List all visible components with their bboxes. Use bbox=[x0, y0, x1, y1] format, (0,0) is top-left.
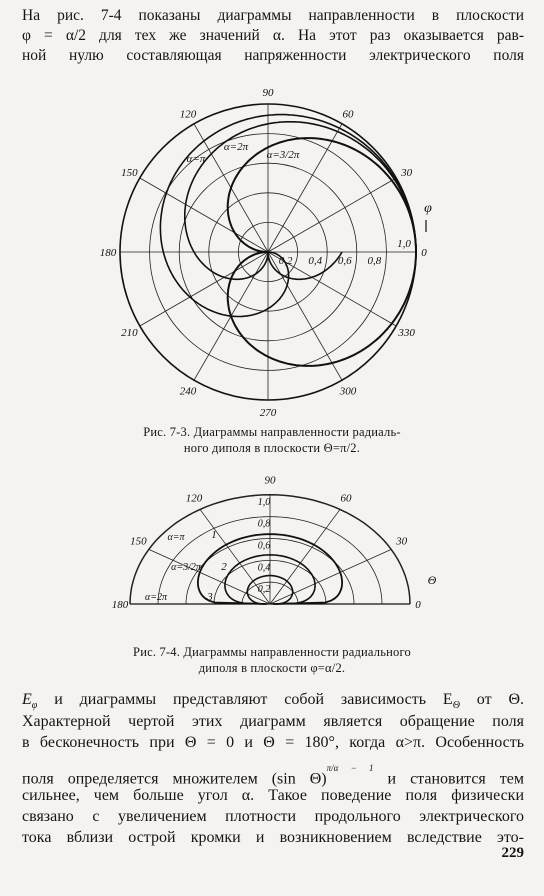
angle-label: 60 bbox=[340, 492, 352, 505]
exponent: π/α − 1 bbox=[326, 763, 374, 773]
angle-label: 0 bbox=[415, 599, 421, 611]
angle-label: 90 bbox=[264, 474, 276, 487]
symbol-e-subscript: φ bbox=[31, 700, 38, 712]
text-line-5: Характерной чертой этих диаграмм является обращение поля bbox=[22, 713, 524, 730]
pattern-curve-alpha-3-2pi bbox=[185, 122, 416, 279]
axis-symbol-theta: Θ bbox=[427, 573, 437, 587]
angle-label: 180 bbox=[111, 599, 129, 611]
figure-7-3-caption-line-1: Рис. 7-3. Диаграммы направленности радиаль- bbox=[143, 425, 401, 439]
radial-label: 0,4 bbox=[308, 255, 323, 267]
angle-label: 150 bbox=[130, 535, 147, 548]
grid-radial-line bbox=[140, 178, 268, 252]
radial-label: 0,6 bbox=[257, 540, 271, 552]
angle-label: 150 bbox=[121, 167, 138, 179]
angle-label: 210 bbox=[121, 327, 138, 339]
radial-label: 0,8 bbox=[367, 255, 382, 267]
text-line-3: ной нулю составляющая напряженности электрического поля bbox=[22, 47, 524, 64]
figure-7-4-caption-line-1: Рис. 7-4. Диаграммы направленности радиального bbox=[133, 645, 411, 659]
symbol-e2-subscript: Θ bbox=[452, 700, 460, 712]
curve-number-1: 1 bbox=[211, 529, 217, 541]
curve-label-alpha-3-2pi: α=3/2π bbox=[171, 562, 201, 573]
figure-7-3-caption-line-2: ного диполя в плоскости Θ=π/2. bbox=[183, 441, 361, 455]
curve-label-alpha-2pi: α=2π bbox=[223, 141, 249, 153]
polar-diagram-7-4 bbox=[0, 476, 544, 636]
angle-label: 90 bbox=[262, 87, 274, 99]
figure-7-4-caption-line-2: диполя в плоскости φ=α/2. bbox=[198, 661, 346, 675]
angle-label: 330 bbox=[398, 327, 415, 339]
radial-label: 0,2 bbox=[278, 255, 293, 267]
text-line-9: связано с увеличением плотности продольного электрического bbox=[22, 808, 524, 825]
angle-label: 0 bbox=[421, 247, 427, 259]
curve-label-alpha-pi: α=π bbox=[167, 532, 185, 543]
angle-label: 180 bbox=[99, 247, 117, 259]
radial-label: 0,4 bbox=[257, 562, 271, 574]
angle-label: 120 bbox=[185, 492, 203, 505]
curve-number-2: 2 bbox=[221, 561, 227, 573]
page-number: 229 bbox=[501, 845, 524, 861]
text-line-8: сильнее, чем больше угол α. Такое поведение поля физически bbox=[22, 787, 524, 804]
angle-label: 270 bbox=[259, 407, 277, 419]
curve-label-alpha-2pi: α=2π bbox=[144, 592, 168, 603]
angle-label: 300 bbox=[339, 385, 357, 398]
radial-label: 0,2 bbox=[257, 584, 271, 596]
symbol-e: E bbox=[22, 691, 32, 708]
text-segment-end: и становится тем bbox=[373, 770, 525, 788]
angle-label: 240 bbox=[179, 385, 197, 398]
curve-label-alpha-pi: α=π bbox=[186, 153, 206, 165]
text-segment-end: от Θ. bbox=[459, 691, 524, 708]
text-line-2: φ = α/2 для тех же значений α. На этот раз оказывается рав- bbox=[22, 27, 524, 44]
curve-label-alpha-3-2pi: α=3/2π bbox=[266, 149, 300, 161]
angle-label: 30 bbox=[401, 167, 413, 179]
angle-label: 120 bbox=[179, 108, 197, 121]
radial-label: 0,8 bbox=[257, 518, 271, 530]
radial-label: 1,0 bbox=[257, 496, 271, 508]
radial-label: 0,6 bbox=[337, 255, 352, 267]
angle-label: 60 bbox=[342, 108, 354, 121]
text-segment: поля определяется множителем (sin Θ) bbox=[22, 770, 327, 788]
text-line-10: тока вблизи острой кромки и возникновением вследствие это- bbox=[22, 829, 524, 846]
grid-radial-line bbox=[268, 178, 396, 252]
text-line-6: в бесконечность при Θ = 0 и Θ = 180°, когда α>π. Особенность bbox=[22, 734, 524, 751]
axis-symbol-phi: φ bbox=[424, 201, 432, 216]
radial-label: 1,0 bbox=[397, 238, 411, 250]
text-segment: и диаграммы представляют собой зависимость E bbox=[37, 691, 453, 708]
angle-label: 30 bbox=[396, 535, 408, 548]
curve-number-3: 3 bbox=[207, 591, 213, 603]
text-line-1: На рис. 7-4 показаны диаграммы направленности в плоскости bbox=[22, 7, 524, 24]
